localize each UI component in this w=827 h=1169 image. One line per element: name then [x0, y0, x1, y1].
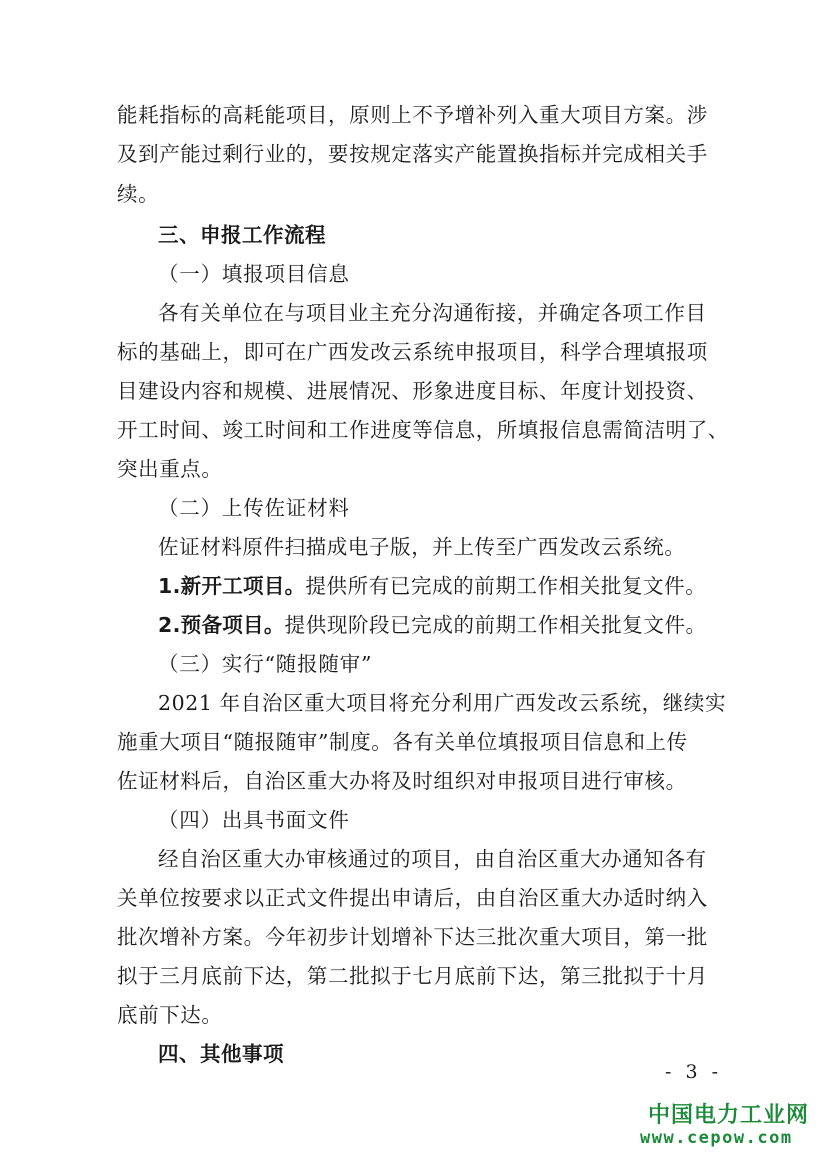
- page-number: - 3 -: [665, 1061, 723, 1083]
- list-item-text: 提供现阶段已完成的前期工作相关批复文件。: [284, 613, 707, 637]
- body-text-line: 能耗指标的高耗能项目，原则上不予增补列入重大项目方案。涉: [117, 103, 708, 127]
- body-text-line: 各有关单位在与项目业主充分沟通衔接，并确定各项工作目: [158, 301, 707, 325]
- body-text-line: 佐证材料后，自治区重大办将及时组织对申报项目进行审核。: [117, 769, 687, 793]
- watermark-url: www.cepow.com: [640, 1128, 793, 1148]
- subsection-heading-4: （四）出具书面文件: [158, 808, 350, 832]
- body-text-line: 标的基础上，即可在广西发改云系统申报项目，科学合理填报项: [117, 340, 708, 364]
- section-heading-4: 四、其他事项: [158, 1042, 284, 1066]
- body-text-line: 突出重点。: [117, 457, 223, 481]
- body-text-line: 拟于三月底前下达，第二批拟于七月底前下达，第三批拟于十月: [117, 964, 708, 988]
- body-text-line: 续。: [117, 182, 160, 206]
- list-item-2: [158, 611, 758, 639]
- body-text-line: 及到产能过剩行业的，要按规定落实产能置换指标并完成相关手: [117, 142, 708, 166]
- watermark-site-name: 中国电力工业网: [648, 1103, 810, 1128]
- list-item-lead: 2.预备项目。: [158, 613, 285, 637]
- body-text-line: 经自治区重大办审核通过的项目，由自治区重大办通知各有: [158, 847, 707, 871]
- subsection-heading-3: （三）实行“随报随审”: [158, 652, 373, 676]
- body-text-line: 开工时间、竣工时间和工作进度等信息，所填报信息需简洁明了、: [117, 418, 729, 442]
- body-text-line: 底前下达。: [117, 1003, 223, 1027]
- body-text-line: 施重大项目“随报随审”制度。各有关单位填报项目信息和上传: [117, 730, 688, 754]
- subsection-heading-1: （一）填报项目信息: [158, 262, 350, 286]
- body-text-line: 关单位按要求以正式文件提出申请后，由自治区重大办适时纳入: [117, 886, 708, 910]
- body-text-line: 批次增补方案。今年初步计划增补下达三批次重大项目，第一批: [117, 925, 708, 949]
- body-text-line: 2021 年自治区重大项目将充分利用广西发改云系统，继续实: [158, 691, 727, 715]
- list-item-lead: 1.新开工项目。: [158, 574, 306, 598]
- list-item-text: 提供所有已完成的前期工作相关批复文件。: [305, 574, 707, 598]
- list-item-1: [158, 572, 758, 600]
- body-text-line: 佐证材料原件扫描成电子版，并上传至广西发改云系统。: [158, 535, 686, 559]
- section-heading-3: 三、申报工作流程: [158, 223, 326, 247]
- subsection-heading-2: （二）上传佐证材料: [158, 496, 350, 520]
- body-text-line: 目建设内容和规模、进展情况、形象进度目标、年度计划投资、: [117, 379, 708, 403]
